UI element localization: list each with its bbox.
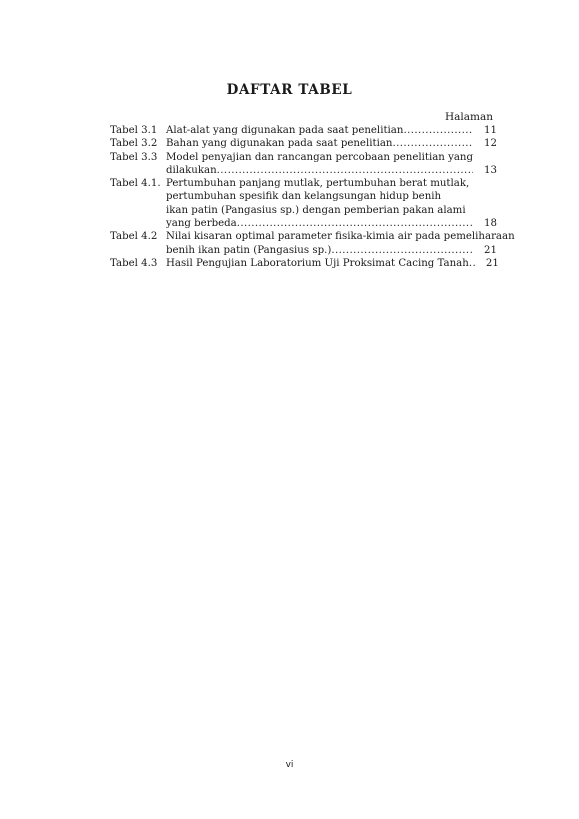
dot-leader [331,244,473,257]
table-number: Tabel 4.3 [110,257,158,269]
table-number: Tabel 3.2 [110,138,158,150]
table-caption-line: Nilai kisaran optimal parameter fisika-kimia air pada pemeliharaan [166,231,515,243]
table-number: Tabel 3.3 [110,151,158,163]
page-title: DAFTAR TABEL [226,82,353,98]
table-caption-line: Pertumbuhan panjang mutlak, pertumbuhan berat mutlak, [166,178,470,190]
list-item[interactable] [110,230,515,257]
table-caption: Hasil Pengujian Laboratorium Uji Proksimat Cacing Tanah [166,257,469,269]
table-page-number: 12 [484,138,497,150]
dot-leader [403,124,473,137]
table-caption-line: pertumbuhan spesifik dan kelangsungan hidup benih [166,191,442,203]
page-column-header: Halaman [444,111,493,123]
page-number: vi [285,760,294,770]
table-page-number: 13 [484,164,497,176]
table-page-number: 21 [484,244,497,256]
table-page-number: 21 [485,257,499,269]
table-caption-line: ikan patin (Pangasius sp.) dengan pemberian pakan alami [166,204,466,216]
table-list [110,124,515,270]
table-caption: Bahan yang digunakan pada saat penelitian [166,138,393,150]
list-item[interactable] [110,151,497,178]
table-number: Tabel 4.2 [110,231,158,243]
list-item[interactable] [110,137,497,150]
table-number: Tabel 4.1. [110,178,161,190]
dot-leader [217,164,473,177]
list-item[interactable] [110,257,497,270]
table-page-number: 11 [484,125,497,136]
table-page-number: 18 [484,218,497,230]
dot-leader [237,217,473,230]
list-item[interactable] [110,124,497,137]
dot-leader [392,137,473,150]
table-caption: dilakukan [166,164,217,176]
table-caption: yang berbeda [166,218,237,230]
table-caption-line: Model penyajian dan rancangan percobaan penelitian yang [166,151,473,163]
table-caption: Alat-alat yang digunakan pada saat penelitian [166,125,404,136]
table-caption: benih ikan patin (Pangasius sp.) [166,244,332,256]
list-item[interactable] [110,177,497,230]
table-number: Tabel 3.1 [110,125,158,136]
